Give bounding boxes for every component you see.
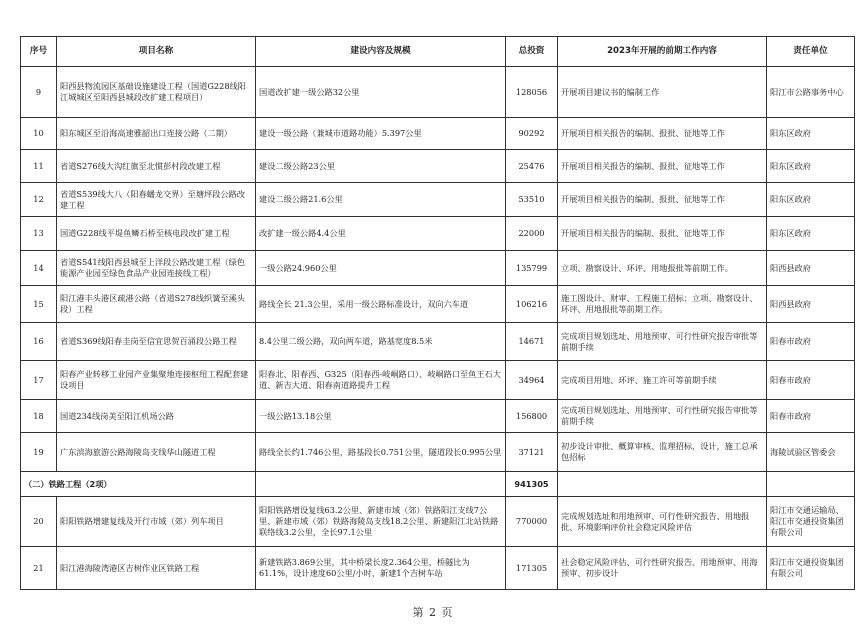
row-unit: 阳东区政府 (767, 217, 855, 251)
row-work: 开展项目相关报告的编制、报批、征地等工作 (558, 217, 767, 251)
row-unit: 阳东区政府 (767, 150, 855, 183)
row-unit: 阳春市政府 (767, 400, 855, 433)
row-no: 12 (21, 183, 57, 217)
row-work: 完成项目规划选址、用地预审、可行性研究报告审批等前期手续 (558, 323, 767, 361)
row-name: 国道234线岗美至阳江机场公路 (57, 400, 256, 433)
row-work: 完成项目规划选址、用地预审、可行性研究报告审批等前期手续 (558, 400, 767, 433)
table-row (21, 150, 855, 183)
row-name: 阳阳铁路增建复线及开行市域（郊）列车项目 (57, 497, 256, 547)
row-invest: 770000 (506, 497, 558, 547)
table-row (21, 286, 855, 323)
col-header-work: 2023年开展的前期工作内容 (558, 37, 767, 67)
row-work: 立项、勘察设计、环评、用地报批等前期工作。 (558, 251, 767, 286)
row-work: 初步设计审批、概算审核、监理招标，设计，施工总承包招标 (558, 433, 767, 472)
row-no: 20 (21, 497, 57, 547)
row-name: 省道S276线大沟红旗至北惯彭村段改建工程 (57, 150, 256, 183)
row-name: 省道S541线阳西县城至上洋段公路改建工程（绿色能源产业园至绿色食品产业园连接线工程） (57, 251, 256, 286)
row-name: 省道S369线阳春圭岗至信宜思贺百涌段公路工程 (57, 323, 256, 361)
row-unit: 海陵试验区管委会 (767, 433, 855, 472)
row-no: 17 (21, 361, 57, 400)
table-row (21, 183, 855, 217)
col-header-content: 建设内容及规模 (256, 37, 506, 67)
row-work: 完成规划选址和用地预审、可行性研究报告、用地报批、环境影响评价社会稳定风险评估 (558, 497, 767, 547)
row-content: 建设一级公路（兼城市道路功能）5.397公里 (256, 118, 506, 150)
section-label: （二）铁路工程（2项） (21, 472, 256, 497)
row-content: 建设二级公路23公里 (256, 150, 506, 183)
row-name: 省道S539线大八（阳春蟠龙交界）至塘坪段公路改建工程 (57, 183, 256, 217)
row-invest: 128056 (506, 67, 558, 118)
table-row (21, 67, 855, 118)
row-name: 国道G228线平堤鱼鳞石桥至核电段改扩建工程 (57, 217, 256, 251)
table-row (21, 323, 855, 361)
table-row (21, 361, 855, 400)
row-no: 21 (21, 547, 57, 590)
row-no: 16 (21, 323, 57, 361)
row-unit: 阳江市公路事务中心 (767, 67, 855, 118)
row-name: 阳春产业转移工业园产业集聚地连接枢纽工程配套建设项目 (57, 361, 256, 400)
row-invest: 25476 (506, 150, 558, 183)
row-unit: 阳江市交通运输局、阳江市交通投资集团有限公司 (767, 497, 855, 547)
row-unit: 阳江市交通投资集团有限公司 (767, 547, 855, 590)
row-content: 一级公路13.18公里 (256, 400, 506, 433)
row-invest: 53510 (506, 183, 558, 217)
row-content: 国道改扩建一级公路32公里 (256, 67, 506, 118)
page-number: 第 2 页 (412, 606, 454, 619)
table-row (21, 433, 855, 472)
row-name: 阳江港海陵湾港区吉树作业区铁路工程 (57, 547, 256, 590)
row-unit: 阳西县政府 (767, 251, 855, 286)
row-content: 8.4公里二级公路，双向两车道，路基宽度8.5米 (256, 323, 506, 361)
row-work: 完成项目用地、环评、施工许可等前期手续 (558, 361, 767, 400)
row-unit: 阳东区政府 (767, 183, 855, 217)
table-row (21, 118, 855, 150)
row-invest: 22000 (506, 217, 558, 251)
row-no: 14 (21, 251, 57, 286)
table-row (21, 251, 855, 286)
col-header-no: 序号 (21, 37, 57, 67)
row-name: 阳西县物流园区基础设施建设工程（国道G228线阳江城城区至阳西县城段改扩建工程项目） (57, 67, 256, 118)
row-content: 路线全长约1.746公里，路基段长0.751公里，隧道段长0.995公里 (256, 433, 506, 472)
row-invest: 34964 (506, 361, 558, 400)
col-header-invest: 总投资 (506, 37, 558, 67)
row-content: 新建铁路3.869公里，其中桥梁长度2.364公里，桥隧比为61.1%，设计速度60公里/小时，新建1个吉树车站 (256, 547, 506, 590)
row-no: 10 (21, 118, 57, 150)
row-content: 建设二级公路21.6公里 (256, 183, 506, 217)
row-invest: 90292 (506, 118, 558, 150)
table-row (21, 400, 855, 433)
row-invest: 135799 (506, 251, 558, 286)
row-work: 开展项目相关报告的编制、报批、征地等工作 (558, 118, 767, 150)
row-unit: 阳西县政府 (767, 286, 855, 323)
row-invest: 171305 (506, 547, 558, 590)
row-invest: 14671 (506, 323, 558, 361)
row-content: 路线全长 21.3公里，采用一级公路标准设计，双向六车道 (256, 286, 506, 323)
row-content: 一级公路24.960公里 (256, 251, 506, 286)
row-name: 广东滨海旅游公路海陵岛支线华山隧道工程 (57, 433, 256, 472)
row-no: 9 (21, 67, 57, 118)
col-header-unit: 责任单位 (767, 37, 855, 67)
section-empty (767, 472, 855, 497)
section-row (21, 472, 855, 497)
row-no: 11 (21, 150, 57, 183)
row-no: 18 (21, 400, 57, 433)
row-work: 社会稳定风险评估、可行性研究报告、用地预审、用海预审、初步设计 (558, 547, 767, 590)
row-work: 开展项目相关报告的编制、报批、征地等工作 (558, 150, 767, 183)
row-no: 15 (21, 286, 57, 323)
row-invest: 37121 (506, 433, 558, 472)
section-empty (256, 472, 506, 497)
row-content: 阳春北、阳春西、G325（阳春西-岐峒路口）、岐峒路口至鱼王石大道、新吉大道、阳春南道路提升工程 (256, 361, 506, 400)
table-row (21, 497, 855, 547)
row-content: 阳阳铁路增设复线63.2公里、新建市域（郊）铁路阳江支线7公里、新建市域（郊）铁路海陵岛支线18.2公里、新建阳江北站铁路联络线3.2公里，全长97.1公里 (256, 497, 506, 547)
row-work: 开展项目相关报告的编制、报批、征地等工作 (558, 183, 767, 217)
table-row (21, 217, 855, 251)
row-unit: 阳春市政府 (767, 361, 855, 400)
row-invest: 106216 (506, 286, 558, 323)
row-invest: 156800 (506, 400, 558, 433)
section-invest: 941305 (506, 472, 558, 497)
table-row (21, 547, 855, 590)
row-name: 阳东城区至沿海高速雅韶出口连接公路（二期） (57, 118, 256, 150)
row-name: 阳江港丰头港区疏港公路（省道S278线织簧至溪头段）工程 (57, 286, 256, 323)
row-unit: 阳春市政府 (767, 323, 855, 361)
project-table (20, 36, 855, 590)
row-work: 开展项目建议书的编制工作 (558, 67, 767, 118)
row-no: 19 (21, 433, 57, 472)
row-no: 13 (21, 217, 57, 251)
row-content: 改扩建一级公路4.4公里 (256, 217, 506, 251)
header-row (21, 37, 855, 67)
section-empty (558, 472, 767, 497)
col-header-name: 项目名称 (57, 37, 256, 67)
row-unit: 阳东区政府 (767, 118, 855, 150)
row-work: 施工图设计、财审、工程施工招标；立项、勘察设计、环评、用地报批等前期工作。 (558, 286, 767, 323)
